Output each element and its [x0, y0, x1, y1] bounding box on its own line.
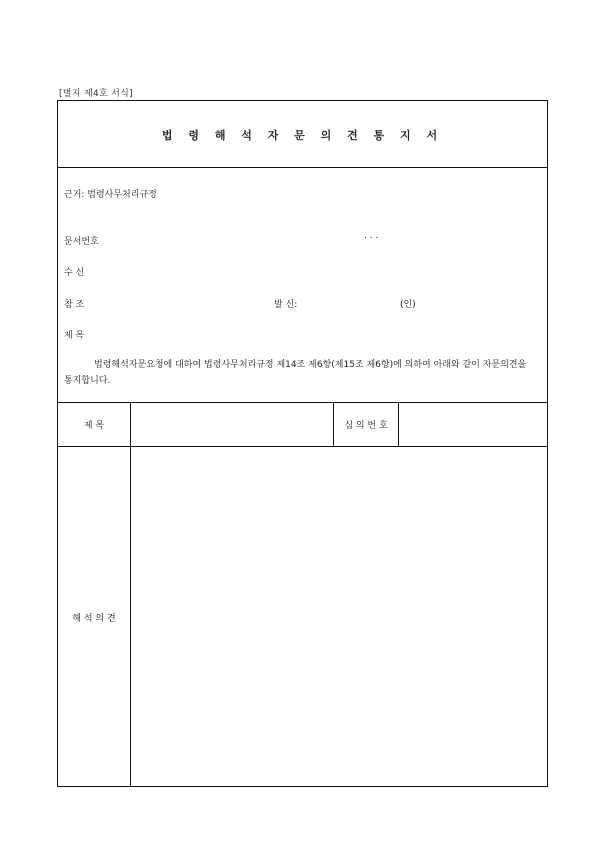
- page-title: 법 령 해 석 자 문 의 견 통 지 서: [161, 129, 444, 142]
- recipient-label: 수 신: [64, 268, 85, 278]
- subject-label: 제 목: [64, 331, 85, 341]
- review-number-header: 심 의 번 호: [344, 421, 388, 431]
- sender-label: 발 신:: [274, 300, 298, 310]
- doc-number-label: 문서번호: [64, 237, 99, 247]
- seal-label: (인): [400, 300, 416, 310]
- interpretation-opinion-header: 해 석 의 견: [72, 613, 116, 624]
- notice-form: [57, 100, 548, 787]
- reference-label: 참 조: [64, 300, 85, 310]
- table-top-divider: [58, 402, 547, 403]
- table-header-divider: [58, 446, 547, 447]
- notice-text: 법령해석자문요청에 대하여 법령사무처리규정 제14조 제6항(제15조 제6항)에 의하여 아래와 같이 자문의견을 통지합니다.: [64, 360, 527, 386]
- form-number-label: [별지 제4호 서식]: [59, 89, 133, 99]
- title-row: [58, 101, 547, 168]
- date-placeholder: . . .: [364, 231, 379, 241]
- subject-header: 제 목: [83, 421, 105, 431]
- legal-basis: 근거: 법령사무처리규정: [64, 190, 157, 200]
- label-column-divider: [130, 402, 131, 787]
- review-no-divider: [398, 402, 399, 446]
